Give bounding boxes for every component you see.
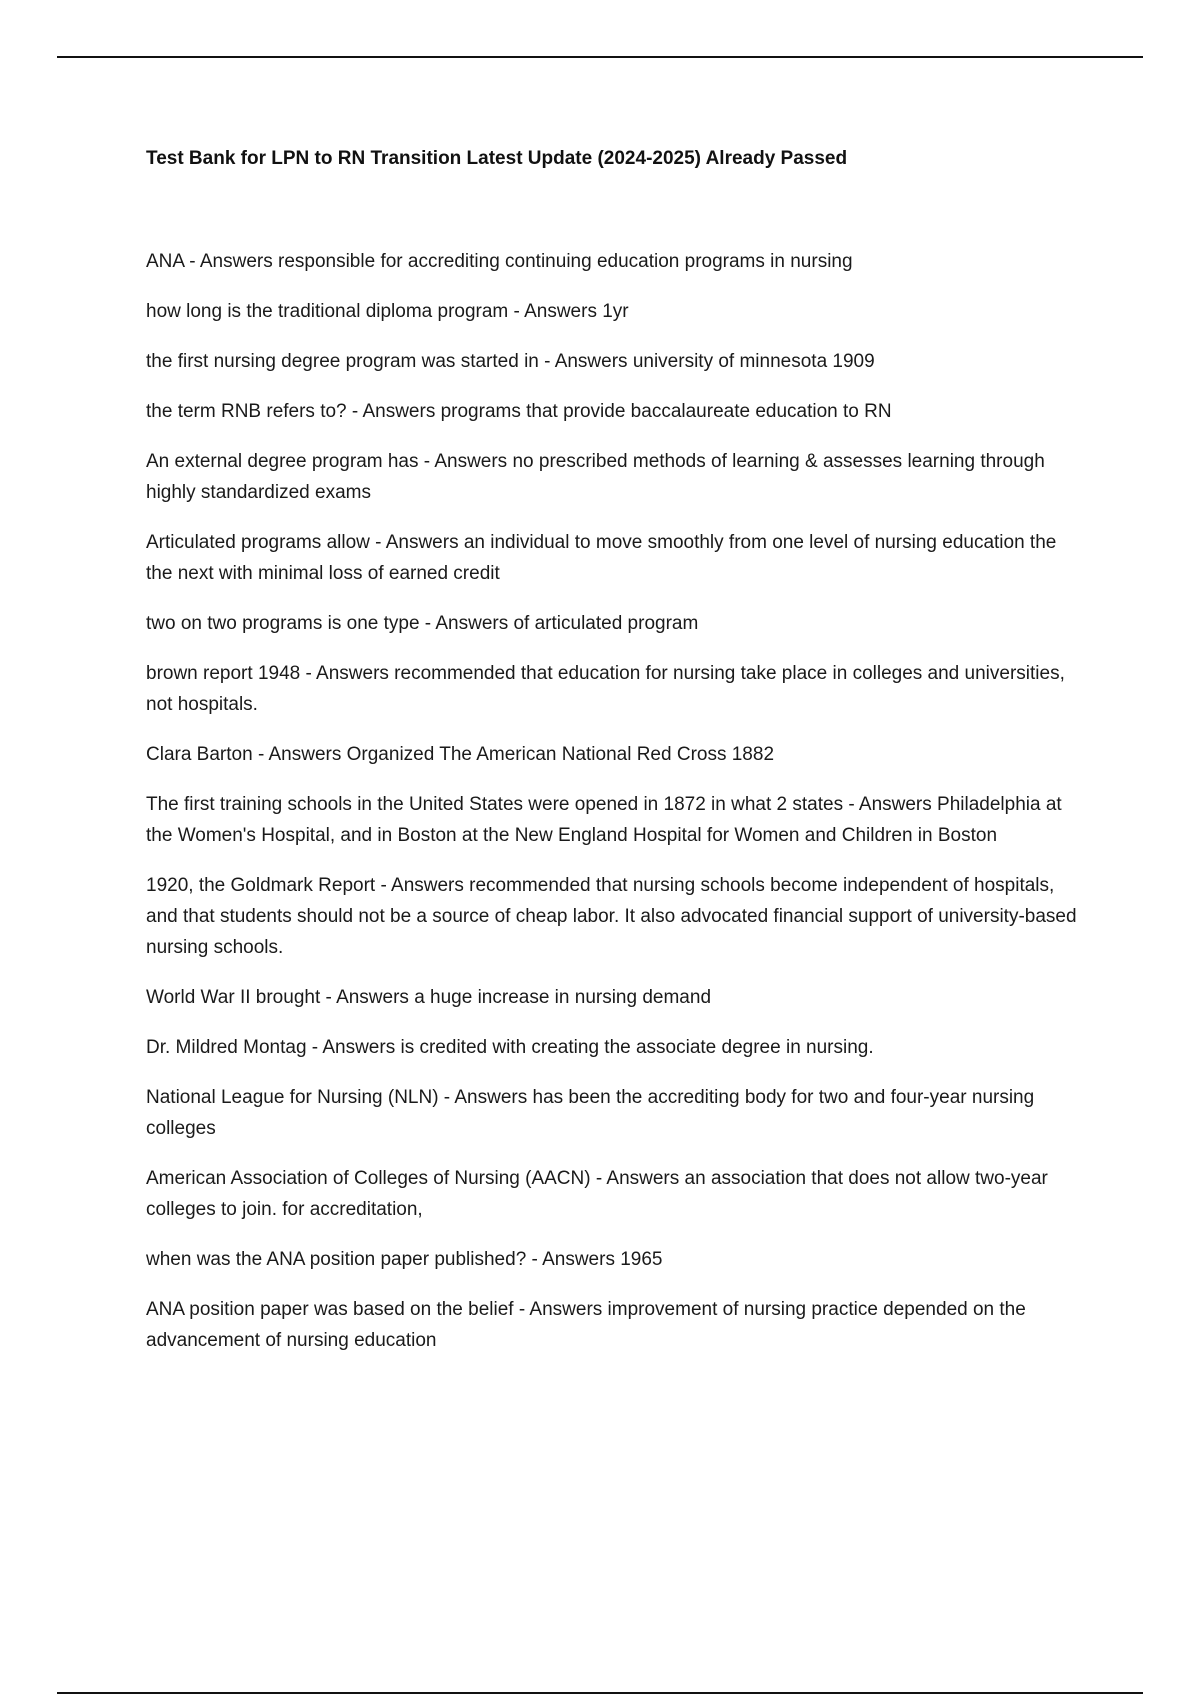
qa-item-17: ANA position paper was based on the belief - Answers improvement of nursing practice depended on the advancement of nursing education [146, 1299, 1026, 1351]
qa-item-6: Articulated programs allow - Answers an individual to move smoothly from one level of nursing education the the next with minimal loss of earned credit [146, 532, 1057, 584]
qa-item-11: 1920, the Goldmark Report - Answers recommended that nursing schools become independent of hospitals, and that students should not be a source of cheap labor. It also advocated financial support of university-based nursing schools. [146, 875, 1077, 958]
qa-item-8: brown report 1948 - Answers recommended that education for nursing take place in colleges and universities, not hospitals. [146, 663, 1065, 715]
qa-item-7: two on two programs is one type - Answers of articulated program [146, 613, 699, 634]
qa-item-10: The first training schools in the United States were opened in 1872 in what 2 states - Answers Philadelphia at the Women's Hospital, and in Boston at the New England Hospital for Women and Children in Boston [146, 794, 1062, 846]
top-rule [57, 56, 1143, 58]
qa-item-9: Clara Barton - Answers Organized The American National Red Cross 1882 [146, 744, 775, 765]
qa-item-1: ANA - Answers responsible for accrediting continuing education programs in nursing [146, 251, 853, 272]
document-title: Test Bank for LPN to RN Transition Latest Update (2024-2025) Already Passed [146, 148, 848, 169]
qa-item-15: American Association of Colleges of Nursing (AACN) - Answers an association that does not allow two-year colleges to join. for accreditation, [146, 1168, 1048, 1220]
bottom-rule [57, 1692, 1143, 1694]
qa-item-4: the term RNB refers to? - Answers programs that provide baccalaureate education to RN [146, 401, 892, 422]
qa-item-13: Dr. Mildred Montag - Answers is credited with creating the associate degree in nursing. [146, 1037, 874, 1058]
qa-item-5: An external degree program has - Answers no prescribed methods of learning & assesses learning through highly standardized exams [146, 451, 1045, 503]
qa-item-12: World War II brought - Answers a huge increase in nursing demand [146, 987, 712, 1008]
qa-item-2: how long is the traditional diploma program - Answers 1yr [146, 301, 629, 322]
qa-item-3: the first nursing degree program was started in - Answers university of minnesota 1909 [146, 351, 875, 372]
qa-list [146, 246, 1086, 1375]
qa-item-14: National League for Nursing (NLN) - Answers has been the accrediting body for two and four-year nursing colleges [146, 1087, 1035, 1139]
qa-item-16: when was the ANA position paper published? - Answers 1965 [146, 1249, 663, 1270]
